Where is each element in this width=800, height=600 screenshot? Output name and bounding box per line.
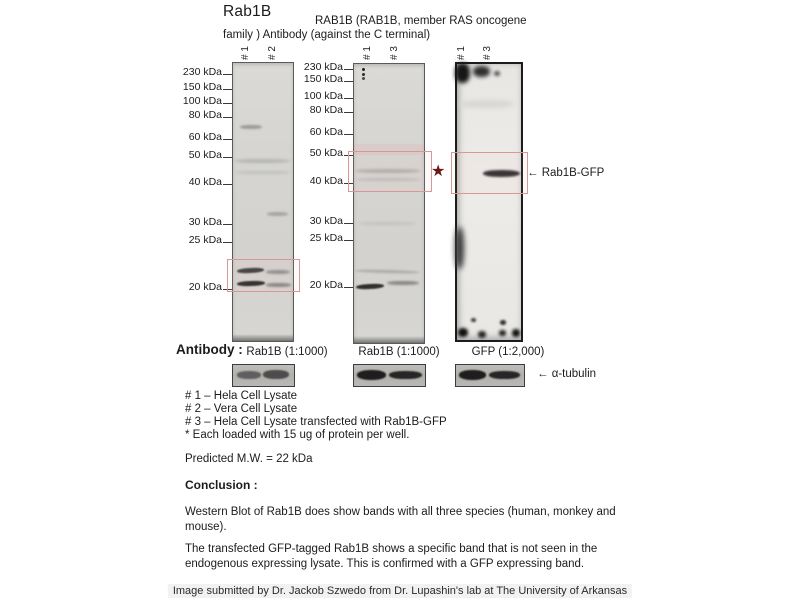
lane-label: # 1 — [240, 46, 251, 60]
mw-tick — [223, 98, 232, 104]
protein-band — [240, 125, 262, 129]
mw-label-230: 230 kDa — [289, 61, 353, 74]
mw-tick — [344, 64, 353, 70]
mw-tick — [223, 152, 232, 158]
figure-subtitle-line1: RAB1B (RAB1B, member RAS oncogene — [315, 15, 527, 27]
membrane-speck — [362, 68, 365, 71]
mw-label-80: 80 kDa — [168, 109, 232, 122]
lane-label: # 1 — [456, 46, 467, 60]
membrane-speck — [471, 318, 476, 322]
protein-band — [235, 171, 290, 174]
antibody-label-blot1: Rab1B (1:1000) — [246, 346, 328, 358]
mw-tick — [344, 76, 353, 82]
mw-tick — [223, 134, 232, 140]
highlight-box-blot3 — [451, 152, 528, 194]
mw-label-30: 30 kDa — [289, 215, 353, 228]
protein-band — [267, 212, 288, 216]
legend-loading-note: * Each loaded with 15 ug of protein per well. — [185, 429, 410, 441]
mw-label-20: 20 kDa — [289, 279, 353, 292]
tubulin-band — [389, 371, 422, 379]
protein-band-rab1b — [356, 283, 384, 289]
mw-tick — [223, 179, 232, 185]
mw-label-60: 60 kDa — [289, 126, 353, 139]
mw-label-40: 40 kDa — [289, 175, 353, 188]
mw-label-20: 20 kDa — [168, 281, 232, 294]
lane-label: # 3 — [482, 46, 493, 60]
image-credit: Image submitted by Dr. Jackob Szwedo from Dr. Lupashin's lab at The University of Arkansas — [168, 584, 632, 598]
tubulin-band — [263, 370, 289, 379]
alpha-tubulin-arrow-label: ← α-tubulin — [537, 368, 597, 380]
blot-membrane-rab1b-2 — [353, 63, 425, 344]
membrane-blob — [473, 66, 490, 77]
membrane-bottom-shade — [233, 334, 293, 341]
rab1b-gfp-arrow-label: ← Rab1B-GFP — [527, 167, 605, 179]
protein-band-rab1b — [387, 281, 419, 285]
highlight-box-blot1 — [227, 259, 300, 292]
mw-label-40: 40 kDa — [168, 176, 232, 189]
loading-control-strip-2 — [353, 364, 426, 387]
protein-band — [355, 269, 420, 274]
tubulin-band — [459, 370, 486, 380]
mw-ladder-blot1 — [168, 0, 232, 340]
mw-label-100: 100 kDa — [168, 95, 232, 108]
lane-label: # 3 — [389, 46, 400, 60]
protein-band — [358, 222, 416, 225]
mw-tick — [223, 112, 232, 118]
membrane-blob — [455, 63, 470, 83]
predicted-mw: Predicted M.W. = 22 kDa — [185, 453, 313, 465]
membrane-blob — [478, 331, 486, 338]
membrane-blob — [499, 330, 506, 336]
loading-control-strip-3 — [455, 364, 525, 387]
membrane-speck — [500, 320, 506, 325]
mw-label-25: 25 kDa — [168, 234, 232, 247]
lane-label: # 1 — [362, 46, 373, 60]
conclusion-heading: Conclusion : — [185, 478, 258, 492]
mw-label-50: 50 kDa — [289, 147, 353, 160]
mw-label-150: 150 kDa — [168, 81, 232, 94]
antibody-heading: Antibody : — [176, 342, 243, 357]
conclusion-paragraph-1: Western Blot of Rab1B does show bands with all three species (human, monkey and mouse). — [185, 506, 616, 533]
mw-tick — [223, 237, 232, 243]
blot-membrane-rab1b-1 — [232, 62, 294, 342]
mw-label-80: 80 kDa — [289, 104, 353, 117]
antibody-label-blot3: GFP (1:2,000) — [471, 346, 545, 358]
star-marker: ★ — [431, 163, 446, 180]
figure-title: Rab1B — [223, 3, 272, 20]
mw-tick — [223, 69, 232, 75]
mw-label-60: 60 kDa — [168, 131, 232, 144]
legend-lane1: # 1 – Hela Cell Lysate — [185, 390, 298, 402]
mw-label-25: 25 kDa — [289, 232, 353, 245]
antibody-label-blot2: Rab1B (1:1000) — [358, 346, 440, 358]
mw-label-150: 150 kDa — [289, 73, 353, 86]
mw-tick — [223, 84, 232, 90]
mw-label-230: 230 kDa — [168, 66, 232, 79]
mw-tick — [344, 129, 353, 135]
protein-band — [235, 159, 290, 163]
membrane-speck — [494, 71, 500, 76]
mw-label-50: 50 kDa — [168, 149, 232, 162]
mw-tick — [223, 219, 232, 225]
mw-label-100: 100 kDa — [289, 90, 353, 103]
tubulin-band — [357, 370, 386, 380]
mw-tick — [344, 93, 353, 99]
tubulin-band — [237, 371, 261, 379]
blot-membrane-gfp — [455, 62, 523, 342]
membrane-blob — [458, 328, 468, 337]
highlight-box-blot2 — [348, 151, 432, 192]
mw-tick — [344, 235, 353, 241]
legend-lane2: # 2 – Vera Cell Lysate — [185, 403, 298, 415]
membrane-bottom-shade — [354, 336, 424, 343]
membrane-smear — [460, 100, 514, 108]
mw-tick — [344, 107, 353, 113]
conclusion-paragraph-2: The transfected GFP-tagged Rab1B shows a specific band that is not seen in the endogenous expressing lysate. This is confirmed with a GFP expressing band. — [185, 543, 598, 570]
tubulin-band — [489, 371, 520, 379]
membrane-blob — [512, 329, 520, 337]
legend-lane3: # 3 – Hela Cell Lysate transfected with Rab1B-GFP — [185, 416, 447, 428]
mw-tick — [344, 282, 353, 288]
lane-label: # 2 — [267, 46, 278, 60]
membrane-smudge — [455, 227, 464, 269]
mw-tick — [344, 218, 353, 224]
figure-subtitle-line2: family ) Antibody (against the C terminal) — [223, 29, 431, 41]
mw-label-30: 30 kDa — [168, 216, 232, 229]
loading-control-strip-1 — [232, 364, 295, 387]
